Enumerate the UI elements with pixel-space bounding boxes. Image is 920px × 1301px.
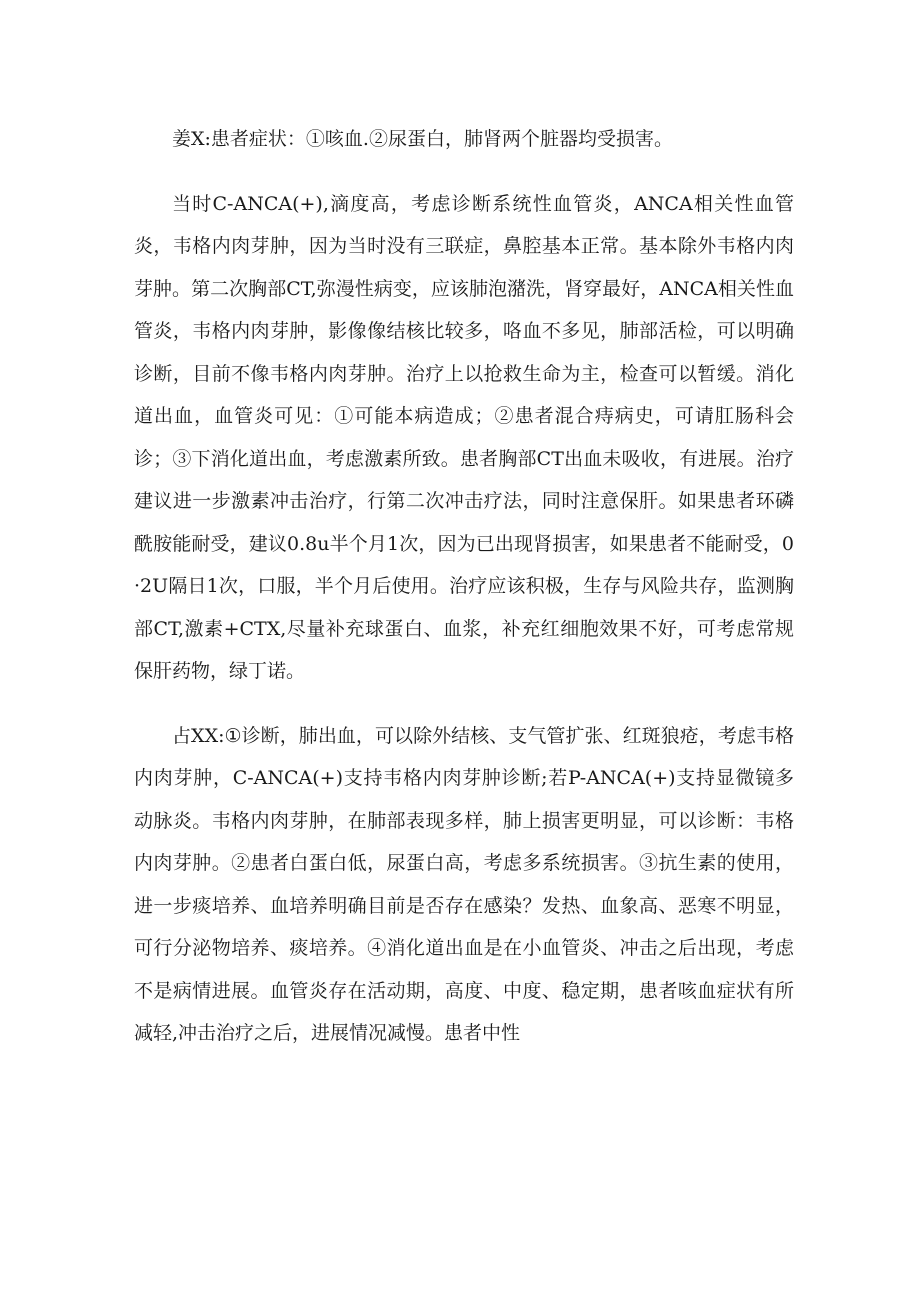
paragraph-jiang: 姜X:患者症状：①咳血.②尿蛋白，肺肾两个脏器均受损害。 [172,128,673,150]
paragraph-treatment: 当时C-ANCA(+),滴度高，考虑诊断系统性血管炎，ANCA相关性血管炎，韦格内肉芽肿，因为当时没有三联症，鼻腔基本正常。基本除外韦格内肉芽肿。第二次胸部CT,弥漫性病变，应该肺泡潴洗，肾穿最好，ANCA相关性血管炎，韦格内肉芽肿，影像像结核比较多，咯血不多见，肺部活检，可以明确诊断，目前不像韦格内肉芽肿。治疗上以抢救生命为主，检查可以暂缓。消化道出血，血管炎可见：①可能本病造成；②患者混合痔病史，可请肛肠科会诊；③下消化道出血，考虑激素所致。患者胸部CT出血未吸收，有进展。治疗建议进一步激素冲击治疗，行第二次冲击疗法，同时注意保肝。如果患者环磷酰胺能耐受，建议0.8u半个月1次，因为已出现肾损害，如果患者不能耐受，0·2U隔日1次，口服，半个月后使用。治疗应该积极，生存与风险共存，监测胸部CT,激素+CTX,尽量补充球蛋白、血浆，补充红细胞效果不好，可考虑常规保肝药物，绿丁诺。 [134,192,794,682]
paragraph-zhan: 占XX:①诊断，肺出血，可以除外结核、支气管扩张、红斑狼疮，考虑韦格内肉芽肿，C-ANCA(+)支持韦格内肉芽肿诊断;若P-ANCA(+)支持显微镜多动脉炎。韦格内肉芽肿，在肺部表现多样，肺上损害更明显，可以诊断：韦格内肉芽肿。②患者白蛋白低，尿蛋白高，考虑多系统损害。③抗生素的使用，进一步痰培养、血培养明确目前是否存在感染？发热、血象高、恶寒不明显，可行分泌物培养、痰培养。④消化道出血是在小血管炎、冲击之后出现，考虑不是病情进展。血管炎存在活动期，高度、中度、稳定期，患者咳血症状有所减轻,冲击治疗之后，进展情况减慢。患者中性 [134,724,794,1044]
document-body [134,118,794,1055]
